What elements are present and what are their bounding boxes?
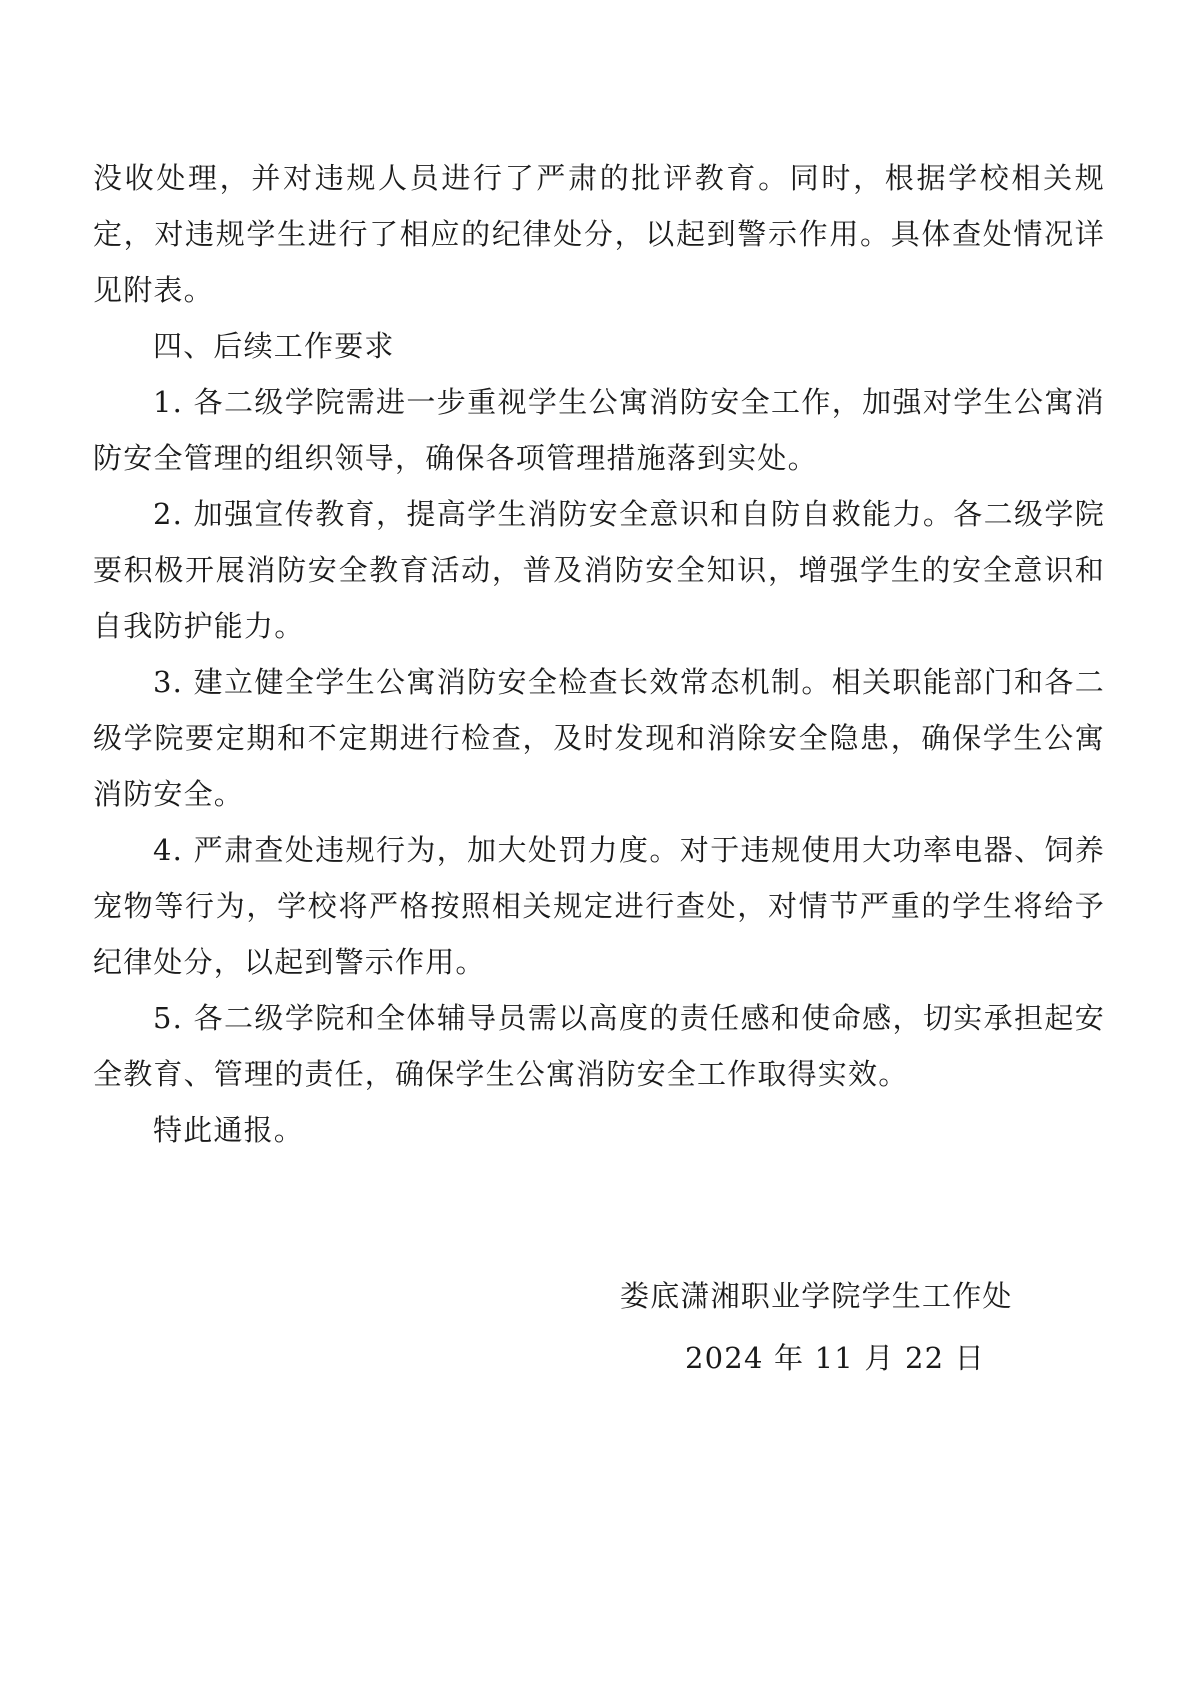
- document-body: [93, 150, 1105, 1158]
- section-heading: 四、后续工作要求: [153, 329, 395, 363]
- issuer-signature: 娄底潇湘职业学院学生工作处: [620, 1279, 1013, 1313]
- paragraph-continuation: 没收处理，并对违规人员进行了严肃的批评教育。同时，根据学校相关规定，对违规学生进行了相应的纪律处分，以起到警示作用。具体查处情况详见附表。: [93, 161, 1105, 307]
- requirement-item-5: 5. 各二级学院和全体辅导员需以高度的责任感和使命感，切实承担起安全教育、管理的责任，确保学生公寓消防安全工作取得实效。: [93, 1001, 1105, 1091]
- requirement-item-3: 3. 建立健全学生公寓消防安全检查长效常态机制。相关职能部门和各二级学院要定期和不定期进行检查，及时发现和消除安全隐患，确保学生公寓消防安全。: [93, 665, 1105, 811]
- issue-date: 2024 年 11 月 22 日: [685, 1341, 985, 1375]
- requirement-item-4: 4. 严肃查处违规行为，加大处罚力度。对于违规使用大功率电器、饲养宠物等行为，学校将严格按照相关规定进行查处，对情节严重的学生将给予纪律处分，以起到警示作用。: [93, 833, 1105, 979]
- requirement-item-1: 1. 各二级学院需进一步重视学生公寓消防安全工作，加强对学生公寓消防安全管理的组织领导，确保各项管理措施落到实处。: [93, 385, 1105, 475]
- closing-statement: 特此通报。: [153, 1113, 305, 1147]
- requirement-item-2: 2. 加强宣传教育，提高学生消防安全意识和自防自救能力。各二级学院要积极开展消防安全教育活动，普及消防安全知识，增强学生的安全意识和自我防护能力。: [93, 497, 1105, 643]
